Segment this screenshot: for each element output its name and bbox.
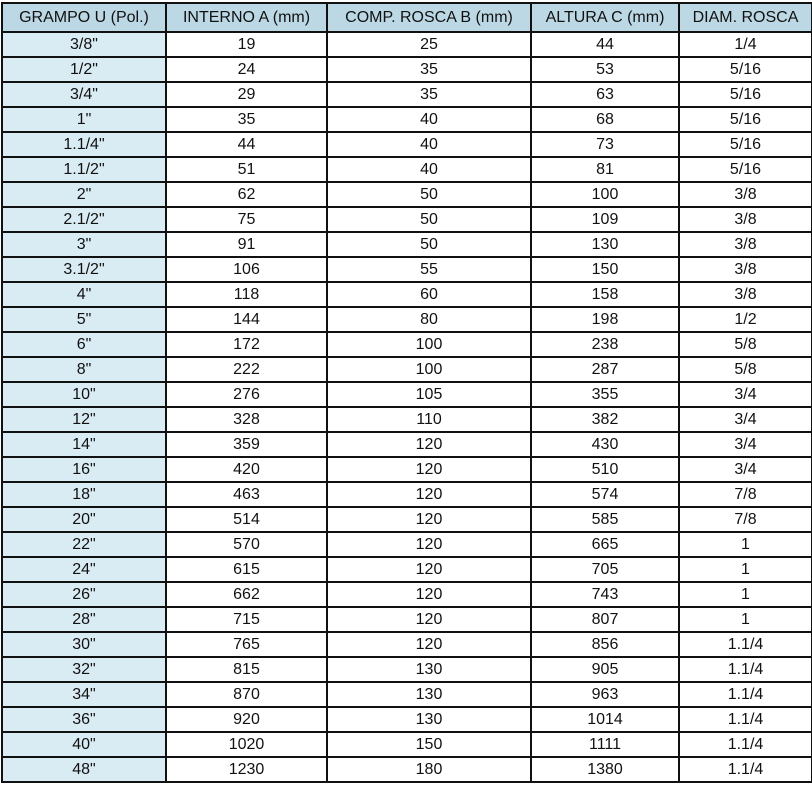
cell-grampo-u: 3/8" (2, 32, 166, 57)
cell-altura-c: 510 (531, 457, 679, 482)
cell-comp-rosca-b: 100 (327, 332, 531, 357)
cell-altura-c: 100 (531, 182, 679, 207)
table-row (2, 582, 812, 607)
table-row (2, 307, 812, 332)
table-row (2, 382, 812, 407)
cell-altura-c: 665 (531, 532, 679, 557)
cell-grampo-u: 1/2" (2, 57, 166, 82)
table-row (2, 482, 812, 507)
cell-altura-c: 44 (531, 32, 679, 57)
cell-grampo-u: 1" (2, 107, 166, 132)
cell-diam-rosca: 1 (679, 532, 812, 557)
cell-altura-c: 158 (531, 282, 679, 307)
cell-altura-c: 1014 (531, 707, 679, 732)
cell-grampo-u: 5" (2, 307, 166, 332)
cell-comp-rosca-b: 110 (327, 407, 531, 432)
cell-grampo-u: 24" (2, 557, 166, 582)
cell-comp-rosca-b: 120 (327, 607, 531, 632)
cell-grampo-u: 28" (2, 607, 166, 632)
cell-altura-c: 198 (531, 307, 679, 332)
cell-altura-c: 53 (531, 57, 679, 82)
cell-altura-c: 807 (531, 607, 679, 632)
cell-interno-a: 91 (166, 232, 327, 257)
table-row (2, 432, 812, 457)
cell-interno-a: 172 (166, 332, 327, 357)
cell-grampo-u: 18" (2, 482, 166, 507)
cell-diam-rosca: 3/4 (679, 407, 812, 432)
table-row (2, 457, 812, 482)
cell-interno-a: 815 (166, 657, 327, 682)
cell-interno-a: 75 (166, 207, 327, 232)
cell-diam-rosca: 3/4 (679, 457, 812, 482)
table-row (2, 232, 812, 257)
cell-grampo-u: 26" (2, 582, 166, 607)
cell-grampo-u: 1.1/2" (2, 157, 166, 182)
cell-diam-rosca: 1.1/4 (679, 757, 812, 782)
header-grampo-u: GRAMPO U (Pol.) (2, 3, 166, 32)
cell-comp-rosca-b: 40 (327, 132, 531, 157)
cell-diam-rosca: 3/8 (679, 182, 812, 207)
cell-interno-a: 570 (166, 532, 327, 557)
cell-comp-rosca-b: 60 (327, 282, 531, 307)
cell-interno-a: 35 (166, 107, 327, 132)
cell-interno-a: 118 (166, 282, 327, 307)
cell-interno-a: 1020 (166, 732, 327, 757)
cell-comp-rosca-b: 55 (327, 257, 531, 282)
cell-altura-c: 705 (531, 557, 679, 582)
cell-grampo-u: 48" (2, 757, 166, 782)
cell-comp-rosca-b: 35 (327, 82, 531, 107)
cell-comp-rosca-b: 80 (327, 307, 531, 332)
table-body (2, 32, 812, 782)
cell-interno-a: 24 (166, 57, 327, 82)
cell-comp-rosca-b: 50 (327, 232, 531, 257)
cell-altura-c: 150 (531, 257, 679, 282)
table-row (2, 532, 812, 557)
cell-comp-rosca-b: 180 (327, 757, 531, 782)
table-row (2, 207, 812, 232)
table-row (2, 32, 812, 57)
cell-diam-rosca: 3/8 (679, 257, 812, 282)
cell-comp-rosca-b: 120 (327, 532, 531, 557)
table-row (2, 707, 812, 732)
table-row (2, 82, 812, 107)
cell-interno-a: 106 (166, 257, 327, 282)
cell-altura-c: 1380 (531, 757, 679, 782)
cell-grampo-u: 4" (2, 282, 166, 307)
cell-comp-rosca-b: 120 (327, 582, 531, 607)
table-row (2, 557, 812, 582)
cell-grampo-u: 3" (2, 232, 166, 257)
table-header (2, 3, 812, 32)
grampo-u-table (1, 2, 812, 783)
cell-altura-c: 355 (531, 382, 679, 407)
cell-diam-rosca: 1 (679, 557, 812, 582)
cell-comp-rosca-b: 50 (327, 182, 531, 207)
cell-diam-rosca: 5/16 (679, 82, 812, 107)
cell-interno-a: 1230 (166, 757, 327, 782)
table-row (2, 132, 812, 157)
cell-grampo-u: 3.1/2" (2, 257, 166, 282)
table-row (2, 357, 812, 382)
cell-grampo-u: 36" (2, 707, 166, 732)
cell-grampo-u: 2.1/2" (2, 207, 166, 232)
cell-comp-rosca-b: 120 (327, 557, 531, 582)
cell-comp-rosca-b: 100 (327, 357, 531, 382)
cell-grampo-u: 22" (2, 532, 166, 557)
cell-comp-rosca-b: 105 (327, 382, 531, 407)
cell-comp-rosca-b: 120 (327, 432, 531, 457)
cell-diam-rosca: 5/16 (679, 57, 812, 82)
cell-altura-c: 109 (531, 207, 679, 232)
cell-interno-a: 514 (166, 507, 327, 532)
header-interno-a: INTERNO A (mm) (166, 3, 327, 32)
cell-comp-rosca-b: 35 (327, 57, 531, 82)
cell-altura-c: 1111 (531, 732, 679, 757)
cell-interno-a: 920 (166, 707, 327, 732)
table-row (2, 607, 812, 632)
cell-comp-rosca-b: 130 (327, 657, 531, 682)
header-altura-c: ALTURA C (mm) (531, 3, 679, 32)
table-row (2, 632, 812, 657)
cell-diam-rosca: 1 (679, 607, 812, 632)
cell-grampo-u: 16" (2, 457, 166, 482)
cell-grampo-u: 1.1/4" (2, 132, 166, 157)
cell-diam-rosca: 5/8 (679, 357, 812, 382)
header-comp-rosca-b: COMP. ROSCA B (mm) (327, 3, 531, 32)
table-row (2, 57, 812, 82)
cell-grampo-u: 2" (2, 182, 166, 207)
table-row (2, 182, 812, 207)
cell-altura-c: 743 (531, 582, 679, 607)
cell-altura-c: 430 (531, 432, 679, 457)
cell-diam-rosca: 1 (679, 582, 812, 607)
cell-comp-rosca-b: 150 (327, 732, 531, 757)
cell-grampo-u: 10" (2, 382, 166, 407)
cell-comp-rosca-b: 130 (327, 682, 531, 707)
cell-diam-rosca: 1.1/4 (679, 707, 812, 732)
cell-comp-rosca-b: 50 (327, 207, 531, 232)
cell-interno-a: 420 (166, 457, 327, 482)
cell-altura-c: 905 (531, 657, 679, 682)
cell-interno-a: 870 (166, 682, 327, 707)
cell-altura-c: 130 (531, 232, 679, 257)
cell-interno-a: 662 (166, 582, 327, 607)
cell-diam-rosca: 1/2 (679, 307, 812, 332)
cell-interno-a: 463 (166, 482, 327, 507)
cell-diam-rosca: 1.1/4 (679, 657, 812, 682)
cell-diam-rosca: 3/4 (679, 382, 812, 407)
cell-altura-c: 238 (531, 332, 679, 357)
cell-diam-rosca: 3/8 (679, 282, 812, 307)
cell-grampo-u: 3/4" (2, 82, 166, 107)
header-row (2, 3, 812, 32)
table-row (2, 107, 812, 132)
table-row (2, 282, 812, 307)
cell-interno-a: 615 (166, 557, 327, 582)
cell-grampo-u: 8" (2, 357, 166, 382)
cell-interno-a: 359 (166, 432, 327, 457)
cell-interno-a: 44 (166, 132, 327, 157)
cell-diam-rosca: 7/8 (679, 482, 812, 507)
table-row (2, 757, 812, 782)
cell-grampo-u: 14" (2, 432, 166, 457)
cell-interno-a: 765 (166, 632, 327, 657)
cell-altura-c: 574 (531, 482, 679, 507)
cell-diam-rosca: 5/8 (679, 332, 812, 357)
cell-diam-rosca: 3/4 (679, 432, 812, 457)
cell-diam-rosca: 5/16 (679, 132, 812, 157)
cell-grampo-u: 6" (2, 332, 166, 357)
header-diam-rosca: DIAM. ROSCA (679, 3, 812, 32)
cell-altura-c: 73 (531, 132, 679, 157)
cell-grampo-u: 12" (2, 407, 166, 432)
cell-diam-rosca: 5/16 (679, 157, 812, 182)
cell-interno-a: 51 (166, 157, 327, 182)
table-row (2, 332, 812, 357)
cell-interno-a: 222 (166, 357, 327, 382)
cell-altura-c: 856 (531, 632, 679, 657)
table-row (2, 157, 812, 182)
cell-comp-rosca-b: 40 (327, 157, 531, 182)
cell-comp-rosca-b: 120 (327, 482, 531, 507)
cell-comp-rosca-b: 40 (327, 107, 531, 132)
table-row (2, 407, 812, 432)
cell-altura-c: 287 (531, 357, 679, 382)
cell-diam-rosca: 1.1/4 (679, 632, 812, 657)
cell-grampo-u: 34" (2, 682, 166, 707)
cell-comp-rosca-b: 120 (327, 632, 531, 657)
cell-diam-rosca: 1.1/4 (679, 682, 812, 707)
table-row (2, 682, 812, 707)
cell-diam-rosca: 3/8 (679, 232, 812, 257)
cell-comp-rosca-b: 120 (327, 457, 531, 482)
cell-interno-a: 276 (166, 382, 327, 407)
cell-diam-rosca: 3/8 (679, 207, 812, 232)
cell-grampo-u: 30" (2, 632, 166, 657)
cell-comp-rosca-b: 25 (327, 32, 531, 57)
cell-altura-c: 382 (531, 407, 679, 432)
table-row (2, 507, 812, 532)
cell-interno-a: 29 (166, 82, 327, 107)
cell-interno-a: 144 (166, 307, 327, 332)
cell-altura-c: 81 (531, 157, 679, 182)
cell-diam-rosca: 5/16 (679, 107, 812, 132)
cell-comp-rosca-b: 120 (327, 507, 531, 532)
cell-grampo-u: 32" (2, 657, 166, 682)
table-row (2, 732, 812, 757)
table-row (2, 657, 812, 682)
cell-diam-rosca: 1.1/4 (679, 732, 812, 757)
cell-grampo-u: 40" (2, 732, 166, 757)
cell-interno-a: 328 (166, 407, 327, 432)
cell-interno-a: 19 (166, 32, 327, 57)
cell-grampo-u: 20" (2, 507, 166, 532)
cell-interno-a: 715 (166, 607, 327, 632)
cell-interno-a: 62 (166, 182, 327, 207)
cell-altura-c: 63 (531, 82, 679, 107)
table-row (2, 257, 812, 282)
cell-diam-rosca: 7/8 (679, 507, 812, 532)
cell-comp-rosca-b: 130 (327, 707, 531, 732)
cell-altura-c: 585 (531, 507, 679, 532)
cell-altura-c: 68 (531, 107, 679, 132)
cell-altura-c: 963 (531, 682, 679, 707)
cell-diam-rosca: 1/4 (679, 32, 812, 57)
